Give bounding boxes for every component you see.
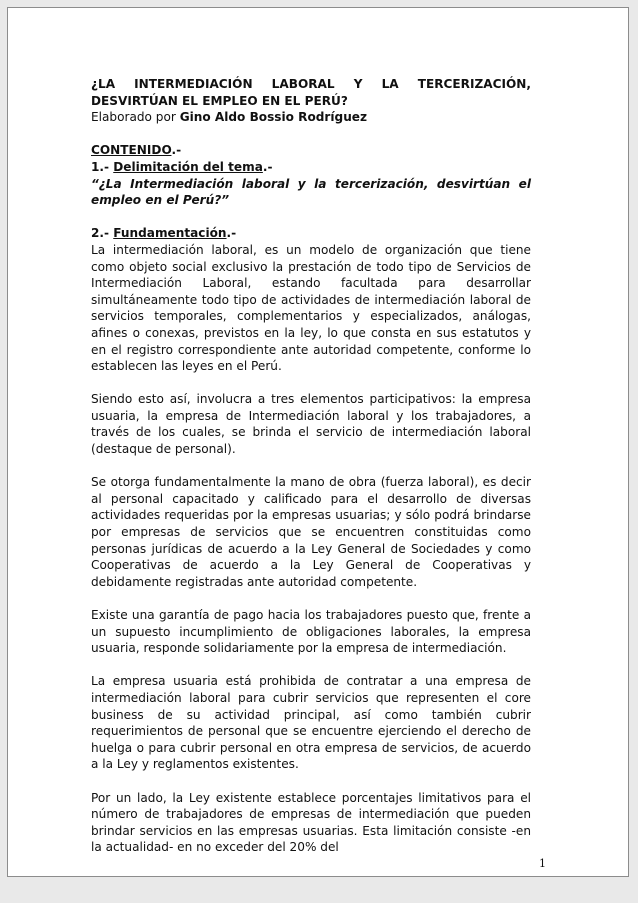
- author-name: Gino Aldo Bossio Rodríguez: [179, 110, 368, 125]
- section-2-suffix: .-: [226, 226, 237, 241]
- contents-heading-text: CONTENIDO: [91, 143, 172, 158]
- section-1-number: 1.-: [91, 159, 114, 174]
- section-1-question: “¿La Intermediación laboral y la tercerización, desvirtúan el empleo en el Perú?”: [91, 176, 531, 208]
- document-page: [7, 7, 629, 877]
- paragraph: Por un lado, la Ley existente establece porcentajes limitativos para el número de trabajadores de empresas de intermediación que pueden brindar servicios en las empresas usuarias. Esta limitación consiste -en la actualidad- en no exceder del 20% del: [91, 790, 531, 855]
- section-2-heading: [91, 225, 531, 242]
- title-line-2: DESVIRTÚAN EL EMPLEO EN EL PERÚ?: [91, 93, 348, 108]
- spacer: [91, 126, 531, 143]
- paragraph: La empresa usuaria está prohibida de contratar a una empresa de intermediación laboral para cubrir servicios que representen el core business de su actividad principal, así como también cubrir requerimientos de personal que se encuentre ejerciendo el derecho de huelga o para cubrir personal en otra empresa de servicios, de acuerdo a la Ley y reglamentos existentes.: [91, 674, 531, 772]
- contents-heading-suffix: .-: [171, 143, 182, 158]
- section-2-number: 2.-: [91, 226, 114, 241]
- section-1-title: Delimitación del tema: [113, 159, 263, 174]
- paragraph: Siendo esto así, involucra a tres elementos participativos: la empresa usuaria, la empresa de Intermediación laboral y los trabajadores, a través de los cuales, se brinda el servicio de intermediación laboral (destaque de personal).: [91, 392, 531, 457]
- title-line-1: ¿LA INTERMEDIACIÓN LABORAL Y LA TERCERIZACIÓN,: [91, 77, 531, 91]
- paragraph: Se otorga fundamentalmente la mano de obra (fuerza laboral), es decir al personal capacitado y calificado para el desarrollo de diversas actividades requeridas por la empresas usuarias; y sólo podrá brindarse por empresas de servicios que se encuentren constituidas como personas jurídicas de acuerdo a la Ley General de Sociedades y como Cooperativas de acuerdo a la Ley General de Cooperativas y debidamente registradas ante autoridad competente.: [91, 475, 531, 589]
- section-2-title: Fundamentación: [113, 226, 227, 241]
- paragraph: La intermediación laboral, es un modelo de organización que tiene como objeto social exclusivo la prestación de todo tipo de Servicios de Intermediación Laboral, estando facultada para desarrollar simultáneamente todo tipo de actividades de intermediación laboral de servicios temporales, complementarios y especializados, análogas, afines o conexas, previstos en la ley, lo que consta en sus estatutos y en el registro correspondiente ante autoridad competente, conforme lo establecen las leyes en el Perú.: [91, 242, 531, 374]
- page-number: 1: [539, 857, 546, 870]
- document-body: [91, 76, 531, 856]
- author-prefix: Elaborado por: [91, 110, 180, 125]
- section-1-suffix: .-: [262, 159, 273, 174]
- author-line: [91, 109, 531, 126]
- section-1-heading: [91, 159, 531, 176]
- paragraph: Existe una garantía de pago hacia los trabajadores puesto que, frente a un supuesto incumplimiento de obligaciones laborales, la empresa usuaria, responde solidariamente por la empresa de intermediación.: [91, 608, 531, 656]
- contents-heading: [91, 142, 531, 159]
- document-title: [91, 76, 531, 109]
